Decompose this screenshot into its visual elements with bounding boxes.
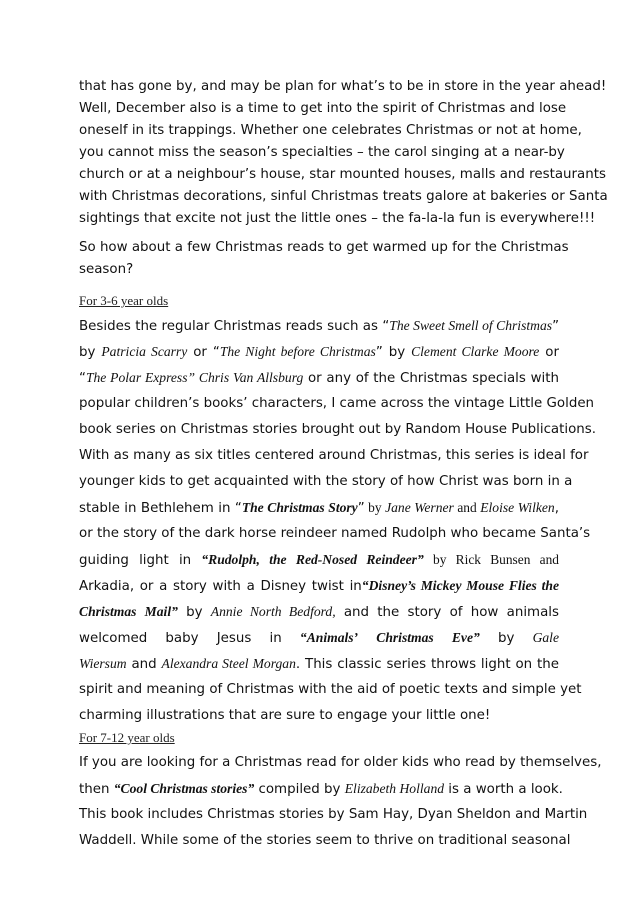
s8-line: [79, 500, 559, 516]
t2-book-title: “Cool Christmas stories”: [113, 781, 255, 796]
s13-author: Gale: [532, 630, 559, 645]
s13-word-by: by: [479, 631, 533, 646]
s12-word-by: by: [177, 605, 211, 620]
s12-word-how: how: [470, 605, 499, 620]
s14-text-b: and: [126, 657, 162, 672]
s3-text: or any of the Christmas specials with: [303, 371, 559, 386]
s2-quote-close: ”: [375, 345, 383, 360]
s12-author: Annie North Bedford,: [210, 604, 336, 619]
s13-title-eve: Eve”: [451, 630, 480, 645]
s8-quote-close: ”: [357, 501, 365, 516]
para2-line-2: season?: [79, 262, 134, 277]
s12-word-the: the: [377, 605, 400, 620]
s12-word-story: story: [407, 605, 442, 620]
para1-line-1: that has gone by, and may be plan for what’s to be in store in the year ahead!: [79, 79, 607, 94]
s14-author-2: Alexandra Steel Morgan: [161, 656, 296, 671]
s1-text: Besides the regular Christmas reads such as: [79, 319, 383, 334]
s8-text-g: ,: [554, 501, 559, 516]
s1-line: [79, 318, 559, 334]
para2-line-1: So how about a few Christmas reads to get warmed up for the Christmas: [79, 240, 569, 255]
s11-book-title: “Disney’s Mickey Mouse Flies the: [361, 578, 559, 593]
s8-author-2: Eloise Wilken: [480, 500, 555, 515]
para1-line-5: church or at a neighbour’s house, star mounted houses, malls and restaurants: [79, 167, 606, 182]
s13-word-welcomed: welcomed: [79, 631, 148, 646]
t2-text-a: then: [79, 782, 114, 797]
para1-line-3: oneself in its trappings. Whether one celebrates Christmas or not at home,: [79, 123, 582, 138]
s2-text-a: by: [79, 345, 102, 360]
s6-line: With as many as six titles centered around Christmas, this series is ideal for: [79, 448, 589, 463]
s13-line: [79, 630, 559, 646]
s2-author-2: Clement Clarke Moore: [411, 344, 540, 359]
s1-quote-open: “: [382, 319, 390, 334]
t3-line: This book includes Christmas stories by Sam Hay, Dyan Sheldon and Martin: [79, 807, 588, 822]
s2-author-1: Patricia Scarry: [101, 344, 188, 359]
s12-word-animals: animals: [506, 605, 559, 620]
s10-book-title: “Rudolph, the Red-Nosed Reindeer”: [201, 552, 424, 567]
s7-line: younger kids to get acquainted with the story of how Christ was born in a: [79, 474, 573, 489]
s2-text-e: by: [382, 345, 412, 360]
s12-word-christmas: Christmas: [79, 604, 137, 619]
s16-line: charming illustrations that are sure to engage your little one!: [79, 708, 491, 723]
s10-line: [79, 552, 559, 568]
t2-line: [79, 781, 563, 797]
s12-word-and: and: [335, 605, 370, 620]
s9-line: or the story of the dark horse reindeer named Rudolph who became Santa’s: [79, 526, 591, 541]
s10-text-a: guiding light in: [79, 553, 202, 568]
s3-line: [79, 370, 559, 386]
s1-book-title: The Sweet Smell of Christmas: [389, 318, 553, 333]
s14-text-d: . This classic series throws light on the: [295, 657, 559, 672]
s12-word-of: of: [449, 605, 463, 620]
s11-text-a: Arkadia, or a story with a Disney twist in: [79, 579, 362, 594]
s5-line: book series on Christmas stories brought out by Random House Publications.: [79, 422, 597, 437]
s13-word-jesus: Jesus: [216, 631, 252, 646]
s13-title-christmas: Christmas: [376, 630, 434, 645]
s3-quote-open: “: [79, 371, 86, 386]
para1-line-4: you cannot miss the season’s specialties – the carol singing at a near-by: [79, 145, 565, 160]
s2-text-c: or: [187, 345, 213, 360]
t2-author: Elizabeth Holland: [344, 781, 445, 796]
s8-text-e: and: [453, 500, 481, 515]
s2-quote-open: “: [212, 345, 220, 360]
t2-text-e: is a worth a look.: [444, 782, 563, 797]
s3-book-and-author: The Polar Express” Chris Van Allsburg: [85, 370, 304, 385]
s13-word-in: in: [269, 631, 300, 646]
s12-line: [79, 604, 559, 620]
para1-line-2: Well, December also is a time to get into the spirit of Christmas and lose: [79, 101, 567, 116]
s13-word-baby: baby: [165, 631, 199, 646]
t1-line: If you are looking for a Christmas read for older kids who read by themselves,: [79, 755, 602, 770]
s14-line: [79, 656, 559, 672]
para1-line-7: sightings that excite not just the little ones – the fa-la-la fun is everywhere!!!: [79, 211, 596, 226]
s1-quote-close: ”: [552, 319, 559, 334]
s2-book-title: The Night before Christmas: [219, 344, 376, 359]
s14-author-1: Wiersum: [79, 656, 127, 671]
s8-book-title: The Christmas Story: [241, 500, 358, 515]
para1-line-6: with Christmas decorations, sinful Christmas treats galore at bakeries or Santa: [79, 189, 608, 204]
s4-line: popular children’s books’ characters, I came across the vintage Little Golden: [79, 396, 595, 411]
s2-text-g: or: [539, 345, 559, 360]
s8-author-1: Jane Werner: [385, 500, 454, 515]
s2-line: [79, 344, 559, 360]
s12-word-mail: Mail”: [144, 604, 178, 619]
s8-text-c: by: [364, 500, 386, 515]
s8-text-a: stable in Bethlehem in: [79, 501, 235, 516]
s15-line: spirit and meaning of Christmas with the aid of poetic texts and simple yet: [79, 682, 582, 697]
t2-text-c: compiled by: [254, 782, 345, 797]
section-heading-3-6: For 3-6 year olds: [79, 293, 169, 308]
s10-text-c: by Rick Bunsen and: [423, 552, 559, 567]
t4-line: Waddell. While some of the stories seem to thrive on traditional seasonal: [79, 833, 571, 848]
s13-title-animals: “Animals’: [299, 630, 359, 645]
s11-line: [79, 578, 559, 594]
section-heading-7-12: For 7-12 year olds: [79, 730, 175, 745]
s8-quote-open: “: [234, 501, 242, 516]
